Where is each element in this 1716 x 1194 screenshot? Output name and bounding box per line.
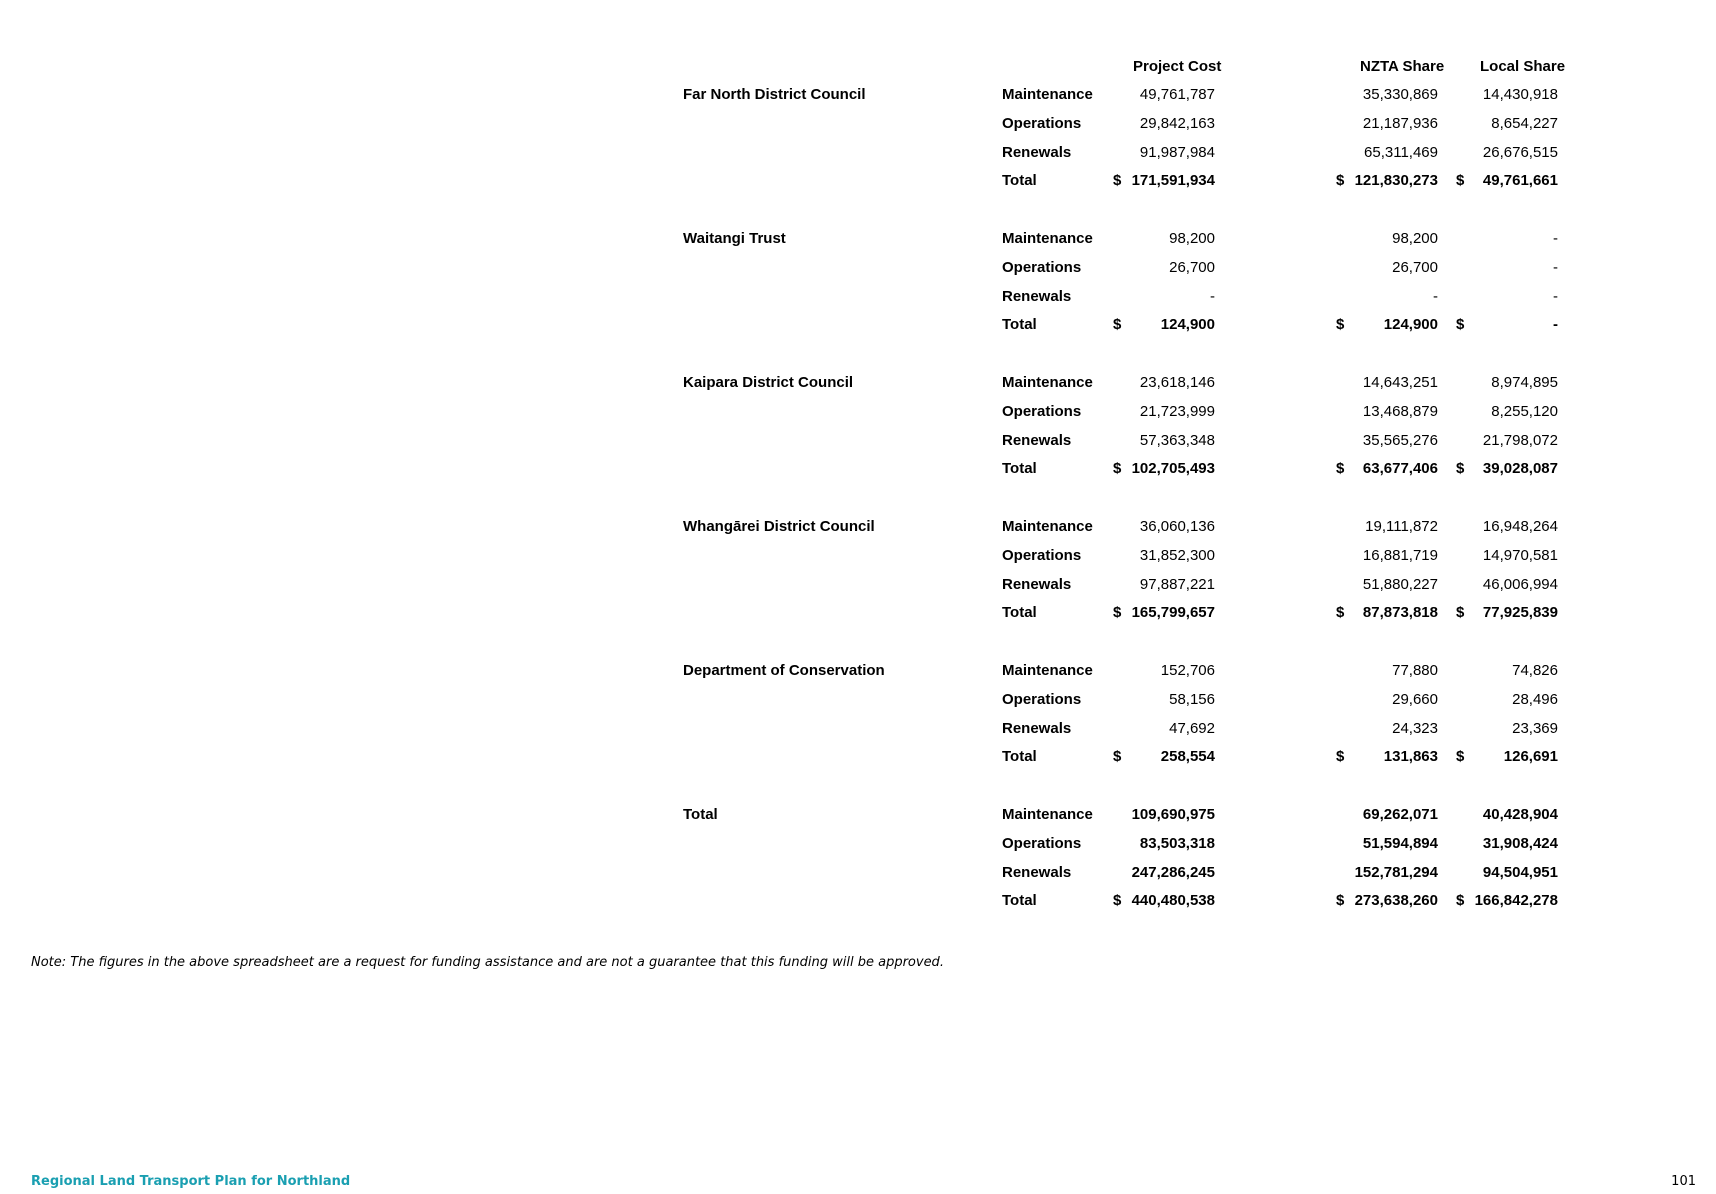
category-label: Renewals <box>1002 863 1072 881</box>
currency-symbol: $ <box>1456 316 1465 334</box>
nzta-value: 51,594,894 <box>1362 834 1438 852</box>
local-value: 166,842,278 <box>1474 892 1558 910</box>
table-row <box>0 315 1716 344</box>
currency-symbol: $ <box>1336 316 1345 334</box>
local-value: 49,761,661 <box>1482 172 1558 190</box>
project-value: 49,761,787 <box>1139 86 1215 103</box>
nzta-value: 24,323 <box>1392 719 1438 737</box>
project-value: 21,723,999 <box>1139 402 1215 420</box>
category-label: Renewals <box>1002 287 1072 305</box>
project-value: 29,842,163 <box>1139 114 1215 132</box>
nzta-value: 35,330,869 <box>1362 86 1438 103</box>
local-value: 16,948,264 <box>1482 518 1558 535</box>
nzta-value: 121,830,273 <box>1354 172 1438 190</box>
table-row <box>0 229 1716 258</box>
category-label: Total <box>1002 460 1037 478</box>
local-value: - <box>1553 316 1558 334</box>
local-value: - <box>1553 258 1558 276</box>
table-row <box>0 114 1716 143</box>
project-value: 98,200 <box>1169 230 1215 247</box>
local-value: 8,255,120 <box>1491 402 1558 420</box>
nzta-value: 16,881,719 <box>1362 546 1438 564</box>
category-label: Renewals <box>1002 431 1072 449</box>
table-row <box>0 546 1716 575</box>
category-label: Renewals <box>1002 575 1072 593</box>
currency-symbol: $ <box>1113 172 1122 190</box>
table-row <box>0 287 1716 316</box>
nzta-value: 35,565,276 <box>1362 431 1438 449</box>
currency-symbol: $ <box>1113 604 1122 622</box>
category-label: Total <box>1002 172 1037 190</box>
project-value: 124,900 <box>1160 316 1215 334</box>
currency-symbol: $ <box>1113 892 1122 910</box>
project-value: 258,554 <box>1160 748 1215 766</box>
project-value: 152,706 <box>1160 662 1215 679</box>
project-value: 23,618,146 <box>1139 374 1215 391</box>
table-row <box>0 85 1716 114</box>
currency-symbol: $ <box>1456 172 1465 190</box>
project-value: 91,987,984 <box>1139 143 1215 161</box>
project-value: 58,156 <box>1169 690 1215 708</box>
nzta-value: 65,311,469 <box>1364 143 1438 161</box>
category-label: Operations <box>1002 402 1082 420</box>
funding-note: Note: The figures in the above spreadsheet are a request for funding assistance and are not a guarantee that this funding will be approved. <box>31 955 944 970</box>
local-value: 28,496 <box>1512 690 1558 708</box>
local-value: 126,691 <box>1503 748 1558 766</box>
organisation-name: Far North District Council <box>683 86 866 103</box>
table-row <box>0 575 1716 604</box>
nzta-value: 26,700 <box>1392 258 1438 276</box>
local-value: 21,798,072 <box>1482 431 1558 449</box>
local-value: 40,428,904 <box>1482 806 1558 823</box>
nzta-value: 152,781,294 <box>1354 863 1438 881</box>
currency-symbol: $ <box>1336 172 1345 190</box>
table-row <box>0 690 1716 719</box>
nzta-value: 69,262,071 <box>1362 806 1438 823</box>
category-label: Maintenance <box>1002 662 1093 679</box>
category-label: Total <box>1002 892 1037 910</box>
nzta-value: 98,200 <box>1392 230 1438 247</box>
organisation-name: Kaipara District Council <box>683 374 854 391</box>
category-label: Renewals <box>1002 719 1072 737</box>
category-label: Operations <box>1002 834 1082 852</box>
organisation-name: Total <box>683 806 718 823</box>
organisation-name: Whangārei District Council <box>683 518 875 535</box>
organisation-name: Waitangi Trust <box>683 230 786 247</box>
nzta-value: 273,638,260 <box>1354 892 1438 910</box>
table-row <box>0 805 1716 834</box>
local-value: - <box>1553 287 1558 305</box>
header-project-cost: Project Cost <box>1133 58 1222 75</box>
local-value: 46,006,994 <box>1482 575 1558 593</box>
category-label: Maintenance <box>1002 86 1093 103</box>
nzta-value: 19,111,872 <box>1365 518 1438 535</box>
project-value: 171,591,934 <box>1131 172 1215 190</box>
project-value: 36,060,136 <box>1139 518 1215 535</box>
local-value: 77,925,839 <box>1482 604 1558 622</box>
table-row <box>0 719 1716 748</box>
table-row <box>0 431 1716 460</box>
local-value: - <box>1553 230 1558 247</box>
currency-symbol: $ <box>1456 460 1465 478</box>
nzta-value: - <box>1433 287 1438 305</box>
project-value: 57,363,348 <box>1139 431 1215 449</box>
project-value: - <box>1210 287 1215 305</box>
currency-symbol: $ <box>1336 892 1345 910</box>
project-value: 165,799,657 <box>1131 604 1215 622</box>
category-label: Renewals <box>1002 143 1072 161</box>
local-value: 26,676,515 <box>1482 143 1558 161</box>
category-label: Total <box>1002 316 1037 334</box>
local-value: 14,970,581 <box>1482 546 1558 564</box>
table-row <box>0 258 1716 287</box>
nzta-value: 131,863 <box>1383 748 1438 766</box>
project-value: 31,852,300 <box>1139 546 1215 564</box>
table-row <box>0 891 1716 920</box>
nzta-value: 87,873,818 <box>1362 604 1438 622</box>
local-value: 31,908,424 <box>1482 834 1558 852</box>
local-value: 14,430,918 <box>1482 86 1558 103</box>
table-row <box>0 603 1716 632</box>
currency-symbol: $ <box>1113 316 1122 334</box>
local-value: 94,504,951 <box>1482 863 1558 881</box>
table-row <box>0 517 1716 546</box>
table-row <box>0 661 1716 690</box>
nzta-value: 14,643,251 <box>1362 374 1438 391</box>
currency-symbol: $ <box>1113 748 1122 766</box>
category-label: Operations <box>1002 690 1082 708</box>
local-value: 74,826 <box>1512 662 1558 679</box>
project-value: 440,480,538 <box>1131 892 1215 910</box>
page-number: 101 <box>1671 1174 1696 1189</box>
nzta-value: 63,677,406 <box>1362 460 1438 478</box>
project-value: 83,503,318 <box>1139 834 1215 852</box>
project-value: 47,692 <box>1169 719 1215 737</box>
table-row <box>0 143 1716 172</box>
category-label: Total <box>1002 604 1037 622</box>
project-value: 26,700 <box>1169 258 1215 276</box>
nzta-value: 51,880,227 <box>1362 575 1438 593</box>
header-local-share: Local Share <box>1480 58 1566 75</box>
nzta-value: 13,468,879 <box>1362 402 1438 420</box>
project-value: 247,286,245 <box>1131 863 1215 881</box>
project-value: 102,705,493 <box>1131 460 1215 478</box>
currency-symbol: $ <box>1456 604 1465 622</box>
currency-symbol: $ <box>1456 748 1465 766</box>
currency-symbol: $ <box>1336 604 1345 622</box>
nzta-value: 29,660 <box>1392 690 1438 708</box>
currency-symbol: $ <box>1336 460 1345 478</box>
table-row <box>0 171 1716 200</box>
table-row <box>0 747 1716 776</box>
project-value: 97,887,221 <box>1139 575 1215 593</box>
currency-symbol: $ <box>1113 460 1122 478</box>
category-label: Total <box>1002 748 1037 766</box>
category-label: Operations <box>1002 258 1082 276</box>
table-row <box>0 402 1716 431</box>
category-label: Maintenance <box>1002 374 1093 391</box>
local-value: 23,369 <box>1512 719 1558 737</box>
local-value: 39,028,087 <box>1482 460 1558 478</box>
table-row <box>0 863 1716 892</box>
project-value: 109,690,975 <box>1131 806 1215 823</box>
local-value: 8,974,895 <box>1491 374 1558 391</box>
organisation-name: Department of Conservation <box>683 662 885 679</box>
table-row <box>0 834 1716 863</box>
category-label: Maintenance <box>1002 806 1093 823</box>
category-label: Operations <box>1002 546 1082 564</box>
category-label: Operations <box>1002 114 1082 132</box>
currency-symbol: $ <box>1456 892 1465 910</box>
nzta-value: 124,900 <box>1383 316 1438 334</box>
table-row <box>0 459 1716 488</box>
header-nzta-share: NZTA Share <box>1360 58 1445 75</box>
category-label: Maintenance <box>1002 230 1093 247</box>
table-row <box>0 373 1716 402</box>
nzta-value: 77,880 <box>1392 662 1438 679</box>
footer-title: Regional Land Transport Plan for Northland <box>31 1174 351 1189</box>
local-value: 8,654,227 <box>1491 114 1558 132</box>
currency-symbol: $ <box>1336 748 1345 766</box>
nzta-value: 21,187,936 <box>1362 114 1438 132</box>
category-label: Maintenance <box>1002 518 1093 535</box>
